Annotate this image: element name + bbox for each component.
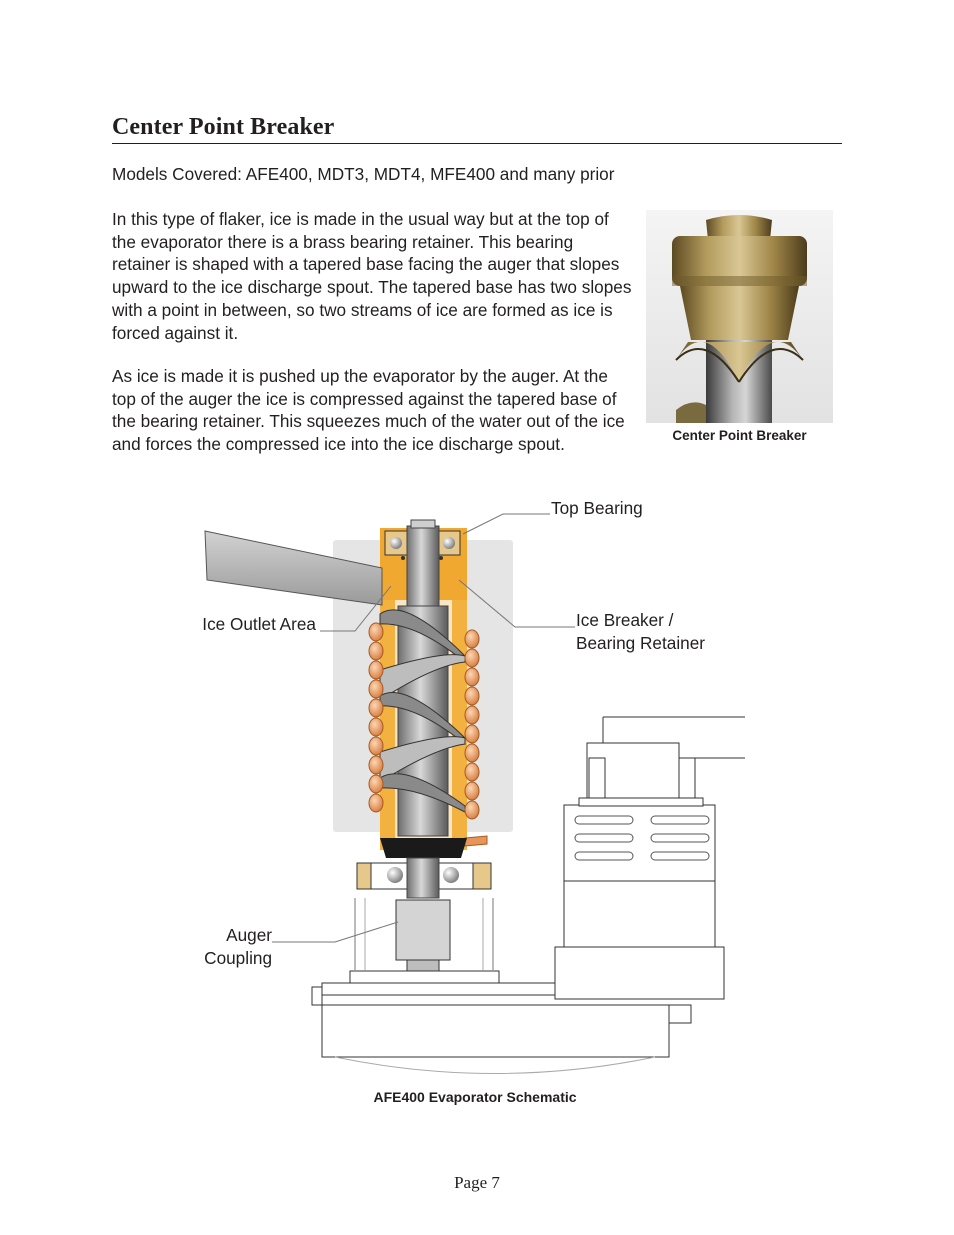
drive-motor <box>555 947 724 999</box>
photo-caption: Center Point Breaker <box>672 428 807 443</box>
schematic-caption: AFE400 Evaporator Schematic <box>373 1089 577 1105</box>
page-number: Page 7 <box>454 1173 500 1192</box>
intro-paragraph: In this type of flaker, ice is made in the usual way but at the top of the evaporator there is a brass bearing retainer. This bearing retainer is shaped with a tapered base facing the auger that slopes upward to the ice discharge spout. The tapered base has two slopes with a point in between, so two streams of ice are formed as ice is forced against it. <box>112 209 632 343</box>
callout-auger-coupling: Auger Coupling <box>204 925 272 968</box>
title-divider <box>112 143 842 144</box>
auger-coupling <box>396 900 450 960</box>
center-point-breaker-photo <box>646 210 833 423</box>
page-title: Center Point Breaker <box>112 114 335 140</box>
models-covered-text: Models Covered: AFE400, MDT3, MDT4, MFE400 and many prior <box>112 164 615 184</box>
process-paragraph: As ice is made it is pushed up the evaporator by the auger. At the top of the auger the ice is compressed against the tapered base of the bearing retainer. This squeezes much of the water out of the ice and forces the compressed ice into the ice discharge spout. <box>112 366 625 455</box>
callout-ice-outlet: Ice Outlet Area <box>202 614 316 634</box>
auger-shaft <box>407 526 439 606</box>
callout-ice-breaker: Ice Breaker / Bearing Retainer <box>576 610 705 653</box>
evaporator-schematic <box>195 500 755 1080</box>
callout-top-bearing: Top Bearing <box>551 498 643 518</box>
